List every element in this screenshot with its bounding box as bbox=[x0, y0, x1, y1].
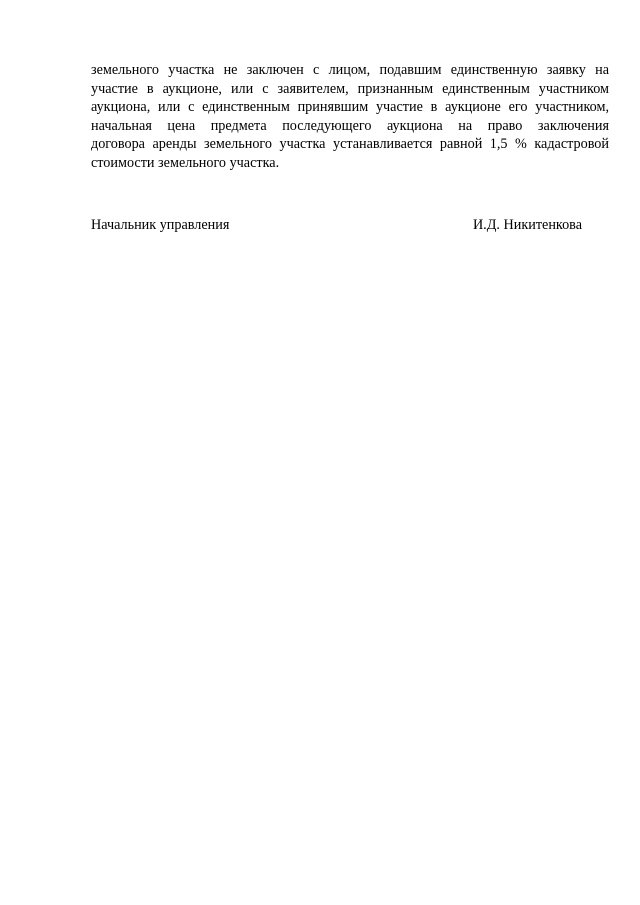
body-paragraph bbox=[91, 61, 609, 173]
signatory-title: Начальник управления bbox=[91, 217, 230, 233]
paragraph-line: договора аренды земельного участка устанавливается равной 1,5 % кадастровой bbox=[91, 136, 609, 153]
paragraph-line: стоимости земельного участка. bbox=[91, 154, 280, 171]
paragraph-line: начальная цена предмета последующего аукциона на право заключения bbox=[91, 117, 609, 134]
paragraph-line: аукциона, или с единственным принявшим участие в аукционе его участником, bbox=[91, 99, 609, 116]
paragraph-line: участие в аукционе, или с заявителем, признанным единственным участником bbox=[91, 80, 609, 97]
paragraph-line: земельного участка не заключен с лицом, подавшим единственную заявку на bbox=[91, 62, 609, 78]
signatory-name: И.Д. Никитенкова bbox=[472, 217, 582, 233]
